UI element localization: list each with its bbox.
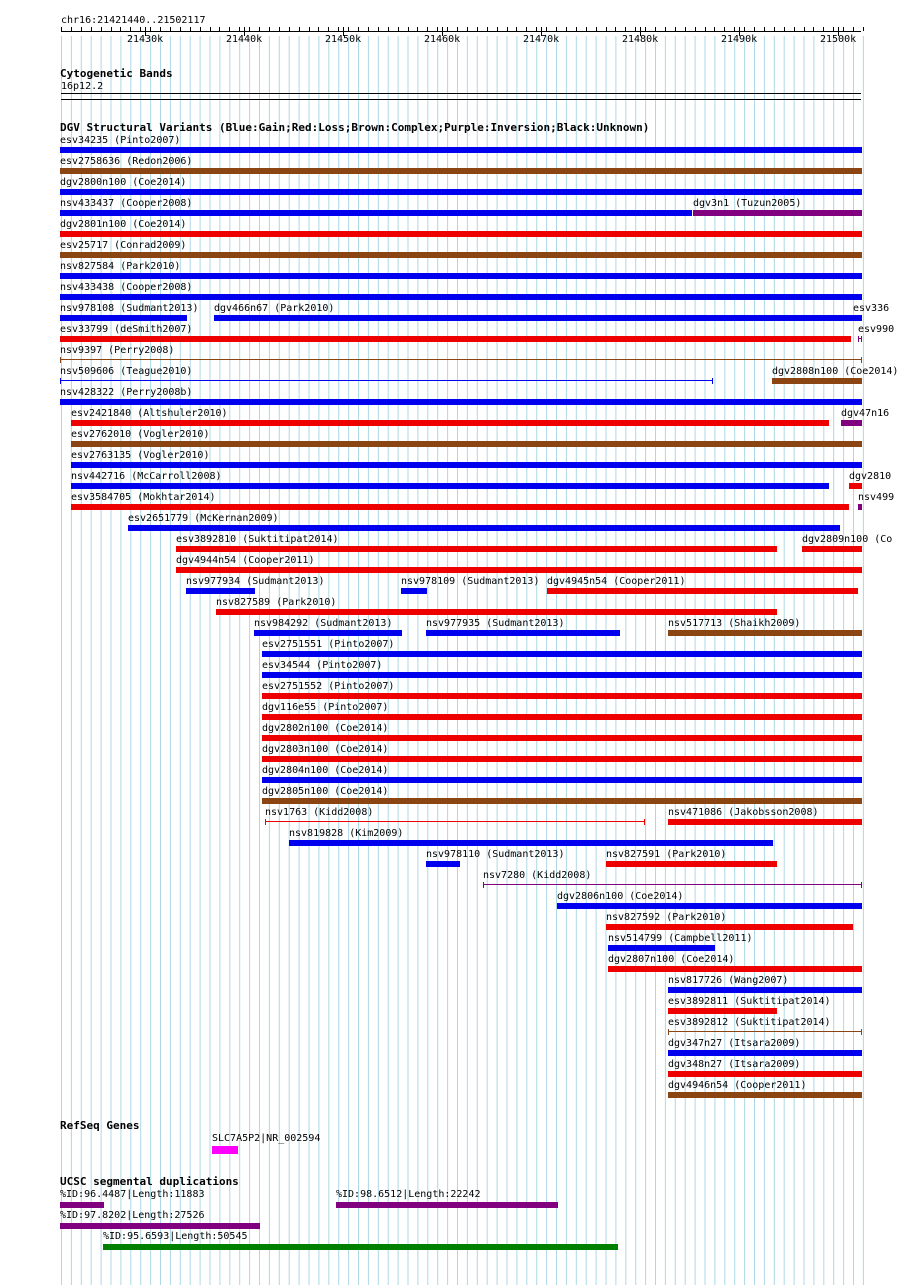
sv-feature[interactable] [262, 777, 862, 783]
sv-label[interactable]: dgv2803n100 (Coe2014) [262, 744, 389, 755]
sv-feature[interactable] [71, 441, 862, 447]
segdup-track-title: UCSC segmental duplications [60, 1175, 239, 1188]
segdup-feature[interactable] [336, 1202, 558, 1208]
sv-feature[interactable] [547, 588, 858, 594]
sv-label[interactable]: esv33799 (deSmith2007) [60, 324, 193, 335]
sv-label[interactable]: nsv978108 (Sudmant2013) [60, 303, 199, 314]
ruler-minor-tick [71, 27, 72, 31]
sv-feature[interactable] [289, 840, 773, 846]
ruler-minor-tick [804, 27, 805, 31]
ruler-minor-tick [249, 27, 250, 31]
segdup-label[interactable]: %ID:96.4487|Length:11883 [60, 1189, 205, 1200]
cyto-band-label[interactable]: 16p12.2 [61, 81, 104, 92]
segdup-feature[interactable] [103, 1244, 618, 1250]
sv-feature[interactable] [853, 315, 862, 321]
sv-label[interactable]: nsv471086 (Jakobsson2008) [668, 807, 819, 818]
ruler-minor-tick [744, 27, 745, 31]
cyto-track-title: Cytogenetic Bands [60, 67, 173, 80]
sv-feature[interactable] [608, 945, 715, 951]
sv-label[interactable]: esv3892811 (Suktitipat2014) [668, 996, 831, 1007]
ruler-minor-tick [140, 27, 141, 31]
sv-feature[interactable] [262, 735, 862, 741]
ruler-minor-tick [754, 27, 755, 31]
ruler-axis [61, 31, 861, 32]
ruler-minor-tick [714, 27, 715, 31]
sv-feature[interactable] [483, 884, 862, 885]
segdup-feature[interactable] [60, 1202, 104, 1208]
segdup-label[interactable]: %ID:95.6593|Length:50545 [103, 1231, 248, 1242]
gene-label[interactable]: SLC7A5P2|NR_002594 [212, 1133, 321, 1144]
sv-feature[interactable] [128, 525, 840, 531]
sv-label[interactable]: dgv3n1 (Tuzun2005) [693, 198, 802, 209]
sv-feature[interactable] [668, 1031, 862, 1032]
ruler-minor-tick [447, 27, 448, 31]
sv-label[interactable]: nsv9397 (Perry2008) [60, 345, 175, 356]
sv-label[interactable]: esv25717 (Conrad2009) [60, 240, 187, 251]
sv-label[interactable]: nsv509606 (Teague2010) [60, 366, 193, 377]
sv-label[interactable]: esv2751552 (Pinto2007) [262, 681, 395, 692]
sv-label[interactable]: dgv4945n54 (Cooper2011) [547, 576, 686, 587]
ruler-minor-tick [566, 27, 567, 31]
sv-feature[interactable] [608, 966, 862, 972]
sv-label[interactable]: esv2758636 (Redon2006) [60, 156, 193, 167]
ruler-minor-tick [170, 27, 171, 31]
ruler-minor-tick [457, 27, 458, 31]
ruler-label: 21460k [424, 34, 461, 45]
sv-label[interactable]: nsv978110 (Sudmant2013) [426, 849, 565, 860]
sv-label[interactable]: dgv466n67 (Park2010) [214, 303, 335, 314]
sv-label[interactable]: esv34235 (Pinto2007) [60, 135, 181, 146]
sv-feature[interactable] [216, 609, 777, 615]
ruler-minor-tick [259, 27, 260, 31]
sv-feature[interactable] [606, 861, 777, 867]
sv-feature[interactable] [668, 630, 862, 636]
sv-feature-end [668, 1029, 669, 1035]
ruler-minor-tick [734, 27, 735, 31]
sv-label[interactable]: esv34544 (Pinto2007) [262, 660, 383, 671]
ruler-label: 21440k [226, 34, 263, 45]
ruler-minor-tick [210, 27, 211, 31]
sv-feature[interactable] [849, 483, 862, 489]
sv-feature[interactable] [772, 378, 862, 384]
sv-label[interactable]: esv2762010 (Vogler2010) [71, 429, 210, 440]
ruler-minor-tick [576, 27, 577, 31]
sv-feature[interactable] [60, 210, 692, 216]
sv-label[interactable]: esv2751551 (Pinto2007) [262, 639, 395, 650]
sv-feature-end [861, 336, 862, 342]
sv-feature[interactable] [60, 294, 862, 300]
sv-feature-end [60, 357, 61, 363]
ruler-minor-tick [556, 27, 557, 31]
ruler-minor-tick [190, 27, 191, 31]
sv-feature[interactable] [176, 546, 777, 552]
sv-label[interactable]: nsv827592 (Park2010) [606, 912, 727, 923]
sv-feature-end [861, 357, 862, 363]
sv-label[interactable]: nsv7280 (Kidd2008) [483, 870, 592, 881]
sv-feature[interactable] [60, 336, 851, 342]
dgv-track-title: DGV Structural Variants (Blue:Gain;Red:Loss;Brown:Complex;Purple:Inversion;Black:Unknown) [60, 121, 650, 134]
ruler-minor-tick [794, 27, 795, 31]
sv-feature[interactable] [262, 693, 862, 699]
sv-feature[interactable] [265, 821, 645, 822]
sv-feature[interactable] [668, 1008, 777, 1014]
sv-feature[interactable] [858, 504, 862, 510]
ruler-label: 21500k [820, 34, 857, 45]
ruler-label: 21470k [523, 34, 560, 45]
ruler-minor-tick [645, 27, 646, 31]
sv-feature[interactable] [60, 231, 862, 237]
ruler-label: 21430k [127, 34, 164, 45]
ruler-minor-tick [358, 27, 359, 31]
sv-label[interactable]: nsv984292 (Sudmant2013) [254, 618, 393, 629]
sv-label[interactable]: esv990 [858, 324, 895, 335]
ruler-minor-tick [586, 27, 587, 31]
sv-label[interactable]: nsv433438 (Cooper2008) [60, 282, 193, 293]
ruler-minor-tick [279, 27, 280, 31]
region-label: chr16:21421440..21502117 [61, 15, 206, 26]
ruler-minor-tick [526, 27, 527, 31]
segdup-feature[interactable] [60, 1223, 260, 1229]
sv-feature[interactable] [71, 420, 829, 426]
sv-feature-end [861, 882, 862, 888]
sv-label[interactable]: nsv499 [858, 492, 895, 503]
ruler-minor-tick [368, 27, 369, 31]
sv-feature[interactable] [668, 1092, 862, 1098]
ruler-minor-tick [833, 27, 834, 31]
ruler-minor-tick [497, 27, 498, 31]
ruler-minor-tick [546, 27, 547, 31]
ruler-minor-tick [378, 27, 379, 31]
cyto-band-line-top [61, 93, 861, 94]
sv-feature-end [712, 378, 713, 384]
ruler-minor-tick [625, 27, 626, 31]
sv-feature[interactable] [426, 630, 620, 636]
sv-feature[interactable] [60, 380, 713, 381]
ruler-minor-tick [417, 27, 418, 31]
sv-label[interactable]: nsv1763 (Kidd2008) [265, 807, 374, 818]
sv-feature[interactable] [60, 273, 862, 279]
segdup-label[interactable]: %ID:97.8202|Length:27526 [60, 1210, 205, 1221]
ruler-minor-tick [823, 27, 824, 31]
ruler-minor-tick [91, 27, 92, 31]
sv-feature-end [265, 819, 266, 825]
sv-feature[interactable] [668, 1050, 862, 1056]
ruler-label: 21490k [721, 34, 758, 45]
sv-label[interactable]: dgv2805n100 (Coe2014) [262, 786, 389, 797]
sv-label[interactable]: nsv433437 (Cooper2008) [60, 198, 193, 209]
ruler-minor-tick [675, 27, 676, 31]
ruler-minor-tick [348, 27, 349, 31]
ruler-minor-tick [477, 27, 478, 31]
sv-label[interactable]: dgv2810 [849, 471, 892, 482]
sv-label[interactable]: esv336 [853, 303, 890, 314]
sv-label[interactable]: dgv2808n100 (Coe2014) [772, 366, 898, 377]
ruler-minor-tick [61, 27, 62, 31]
sv-label[interactable]: esv3892812 (Suktitipat2014) [668, 1017, 831, 1028]
sv-label[interactable]: dgv347n27 (Itsara2009) [668, 1038, 801, 1049]
sv-feature[interactable] [186, 588, 255, 594]
ruler-minor-tick [120, 27, 121, 31]
sv-label[interactable]: nsv817726 (Wang2007) [668, 975, 789, 986]
ruler-minor-tick [81, 27, 82, 31]
sv-label[interactable]: nsv978109 (Sudmant2013) [401, 576, 540, 587]
ruler-minor-tick [635, 27, 636, 31]
sv-feature[interactable] [668, 987, 862, 993]
sv-feature-end [858, 336, 859, 342]
sv-label[interactable]: dgv2807n100 (Coe2014) [608, 954, 735, 965]
sv-label[interactable]: dgv348n27 (Itsara2009) [668, 1059, 801, 1070]
ruler-minor-tick [150, 27, 151, 31]
ruler-minor-tick [516, 27, 517, 31]
sv-label[interactable]: esv2763135 (Vogler2010) [71, 450, 210, 461]
sv-label[interactable]: nsv827591 (Park2010) [606, 849, 727, 860]
sv-feature[interactable] [60, 315, 187, 321]
sv-feature-end [60, 378, 61, 384]
ruler-minor-tick [467, 27, 468, 31]
sv-feature[interactable] [262, 756, 862, 762]
ruler-minor-tick [487, 27, 488, 31]
sv-label[interactable]: dgv116e55 (Pinto2007) [262, 702, 389, 713]
sv-label[interactable]: nsv442716 (McCarroll2008) [71, 471, 222, 482]
ruler-minor-tick [269, 27, 270, 31]
sv-label[interactable]: esv3584705 (Mokhtar2014) [71, 492, 216, 503]
ruler-minor-tick [665, 27, 666, 31]
ruler-minor-tick [596, 27, 597, 31]
sv-label[interactable]: nsv517713 (Shaikh2009) [668, 618, 801, 629]
sv-label[interactable]: nsv827589 (Park2010) [216, 597, 337, 608]
sv-label[interactable]: nsv977935 (Sudmant2013) [426, 618, 565, 629]
ruler-minor-tick [863, 27, 864, 31]
ruler-minor-tick [853, 27, 854, 31]
sv-feature[interactable] [60, 252, 862, 258]
ruler-minor-tick [705, 27, 706, 31]
ruler-minor-tick [338, 27, 339, 31]
sv-label[interactable]: dgv2800n100 (Coe2014) [60, 177, 187, 188]
sv-feature[interactable] [60, 147, 862, 153]
sv-feature[interactable] [426, 861, 460, 867]
sv-label[interactable]: nsv819828 (Kim2009) [289, 828, 404, 839]
sv-label[interactable]: dgv2802n100 (Coe2014) [262, 723, 389, 734]
sv-feature[interactable] [214, 315, 854, 321]
ruler-minor-tick [784, 27, 785, 31]
sv-feature[interactable] [176, 567, 862, 573]
sv-feature[interactable] [262, 798, 862, 804]
ruler-minor-tick [130, 27, 131, 31]
sv-feature[interactable] [60, 399, 862, 405]
sv-label[interactable]: esv3892810 (Suktitipat2014) [176, 534, 339, 545]
sv-feature[interactable] [71, 462, 862, 468]
sv-label[interactable]: dgv2809n100 (Co [802, 534, 893, 545]
ruler-minor-tick [309, 27, 310, 31]
sv-feature-end [483, 882, 484, 888]
ruler-minor-tick [437, 27, 438, 31]
sv-feature[interactable] [668, 1071, 862, 1077]
sv-feature[interactable] [693, 210, 862, 216]
ruler-minor-tick [101, 27, 102, 31]
sv-label[interactable]: nsv428322 (Perry2008b) [60, 387, 193, 398]
ruler-minor-tick [160, 27, 161, 31]
ruler-minor-tick [239, 27, 240, 31]
ruler-minor-tick [219, 27, 220, 31]
sv-feature-end [644, 819, 645, 825]
ruler-minor-tick [388, 27, 389, 31]
sv-feature[interactable] [401, 588, 427, 594]
sv-feature[interactable] [841, 420, 862, 426]
sv-label[interactable]: nsv827584 (Park2010) [60, 261, 181, 272]
refseq-track-title: RefSeq Genes [60, 1119, 140, 1132]
ruler-minor-tick [318, 27, 319, 31]
ruler-minor-tick [685, 27, 686, 31]
sv-feature[interactable] [60, 359, 862, 360]
ruler-minor-tick [328, 27, 329, 31]
sv-label[interactable]: nsv514799 (Campbell2011) [608, 933, 753, 944]
ruler-minor-tick [606, 27, 607, 31]
ruler-minor-tick [200, 27, 201, 31]
sv-label[interactable]: esv2651779 (McKernan2009) [128, 513, 279, 524]
sv-label[interactable]: dgv4946n54 (Cooper2011) [668, 1080, 807, 1091]
ruler-minor-tick [398, 27, 399, 31]
sv-label[interactable]: dgv2801n100 (Coe2014) [60, 219, 187, 230]
ruler-minor-tick [536, 27, 537, 31]
ruler-minor-tick [507, 27, 508, 31]
sv-feature[interactable] [606, 924, 853, 930]
sv-feature[interactable] [254, 630, 402, 636]
sv-feature[interactable] [262, 651, 862, 657]
sv-feature[interactable] [802, 546, 862, 552]
ruler-minor-tick [813, 27, 814, 31]
gene-feature[interactable] [212, 1146, 238, 1154]
sv-label[interactable]: nsv977934 (Sudmant2013) [186, 576, 325, 587]
sv-label[interactable]: dgv2806n100 (Coe2014) [557, 891, 684, 902]
ruler-minor-tick [764, 27, 765, 31]
sv-label[interactable]: dgv2804n100 (Coe2014) [262, 765, 389, 776]
ruler-label: 21450k [325, 34, 362, 45]
ruler-minor-tick [615, 27, 616, 31]
sv-label[interactable]: dgv47n16 [841, 408, 890, 419]
cyto-band-line-bottom [61, 99, 861, 100]
ruler-minor-tick [843, 27, 844, 31]
ruler-minor-tick [408, 27, 409, 31]
sv-label[interactable]: dgv4944n54 (Cooper2011) [176, 555, 315, 566]
sv-feature[interactable] [60, 189, 862, 195]
sv-feature[interactable] [262, 672, 862, 678]
ruler-minor-tick [111, 27, 112, 31]
sv-feature[interactable] [668, 819, 862, 825]
sv-label[interactable]: esv2421840 (Altshuler2010) [71, 408, 228, 419]
ruler-label: 21480k [622, 34, 659, 45]
sv-feature[interactable] [262, 714, 862, 720]
sv-feature-end [861, 1029, 862, 1035]
sv-feature[interactable] [60, 168, 862, 174]
sv-feature[interactable] [557, 903, 862, 909]
ruler-minor-tick [655, 27, 656, 31]
ruler-minor-tick [289, 27, 290, 31]
ruler-minor-tick [180, 27, 181, 31]
ruler-minor-tick [427, 27, 428, 31]
ruler-minor-tick [299, 27, 300, 31]
sv-feature[interactable] [71, 504, 849, 510]
ruler-minor-tick [724, 27, 725, 31]
segdup-label[interactable]: %ID:98.6512|Length:22242 [336, 1189, 481, 1200]
ruler-minor-tick [229, 27, 230, 31]
ruler-minor-tick [695, 27, 696, 31]
sv-feature[interactable] [71, 483, 829, 489]
ruler-minor-tick [774, 27, 775, 31]
